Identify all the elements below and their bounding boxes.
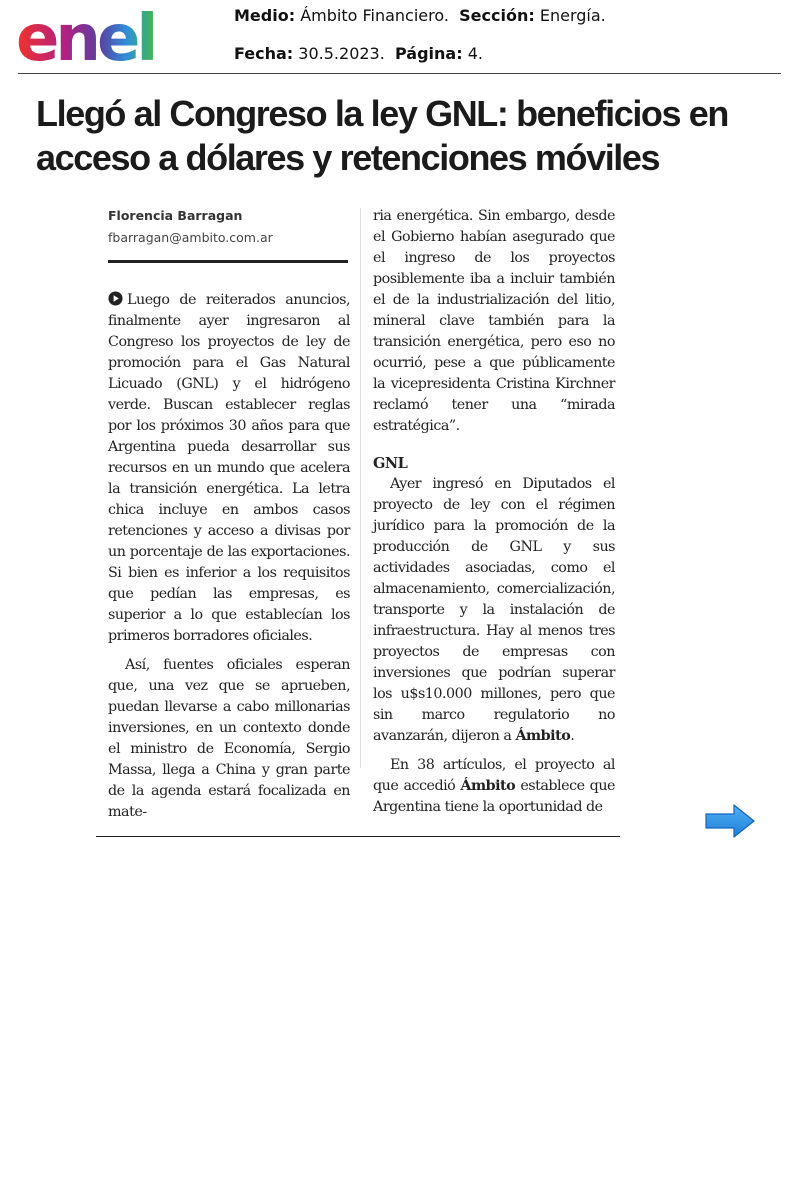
medio-label: Medio: bbox=[234, 6, 296, 25]
logo-text: enel bbox=[16, 4, 155, 70]
period: . bbox=[570, 728, 575, 744]
paragraph-gnl bbox=[373, 474, 615, 747]
paragraph-2: Así, fuentes oficiales esperan que, una vez que se aprueben, puedan llevarse a cabo millonarias inversiones, en un contexto donde el ministro de Economía, Sergio Massa, llega a China y gran parte de la agenda estará focalizada en mate- bbox=[108, 657, 350, 820]
byline-divider bbox=[108, 260, 348, 263]
enel-logo bbox=[16, 4, 181, 70]
paragraph-articles-start: En 38 artículos, el proyecto al que accedió bbox=[373, 757, 615, 794]
paragraph-continued: ria energética. Sin embargo, desde el Gobierno habían asegurado que el ingreso de los proyectos posiblemente iba a incluir también el de la industrialización del litio, mineral clave también para la transición energética, pero eso no ocurrió, pese a que públicamente la vicepresidenta Cristina Kirchner reclamó tener una “mirada estratégica”. bbox=[373, 208, 615, 434]
article-headline: Llegó al Congreso la ley GNL: beneficios en acceso a dólares y retenciones móviles bbox=[36, 93, 728, 178]
fecha-label: Fecha: bbox=[234, 44, 294, 63]
section-subhead: GNL bbox=[373, 455, 408, 472]
brand-mention: Ámbito bbox=[460, 778, 516, 794]
paragraph-gnl-text: Ayer ingresó en Diputados el proyecto de ley con el régimen jurídico para la promoción de la producción de GNL y sus actividades asociadas, como el almacenamiento, comercialización, transporte y la instalación de infraestructura. Hay al menos tres proyectos de empresas con inversiones que podrían superar los u$s10.000 millones, pero que sin marco regulatorio no avanzarán, dijeron a bbox=[373, 476, 615, 744]
article-bottom-rule bbox=[96, 836, 620, 837]
seccion-value: Energía. bbox=[539, 6, 606, 25]
source-line bbox=[234, 6, 606, 25]
play-icon bbox=[108, 291, 123, 306]
paragraph-articles-end: establece que Argentina tiene la oportunidad de bbox=[373, 778, 615, 815]
header-divider bbox=[18, 73, 781, 74]
paragraph-articles bbox=[373, 755, 615, 818]
paragraph-lead bbox=[108, 290, 350, 647]
date-line bbox=[234, 44, 483, 63]
pagina-value: 4. bbox=[467, 44, 483, 63]
brand-mention: Ámbito bbox=[515, 728, 571, 744]
seccion-label: Sección: bbox=[459, 6, 535, 25]
medio-value: Ámbito Financiero. bbox=[300, 6, 449, 25]
article-column-2 bbox=[373, 206, 615, 818]
author-email: fbarragan@ambito.com.ar bbox=[108, 230, 273, 245]
paragraph-lead-text: Luego de reiterados anuncios, finalmente ayer ingresaron al Congreso los proyectos de ley de promoción para el Gas Natural Licuado (GNL) y el hidrógeno verde. Buscan establecer reglas por los próximos 30 años para que Argentina pueda desarrollar sus recursos en un mundo que acelera la transición energética. La letra chica incluye en ambos casos retenciones y acceso a divisas por un porcentaje de las exportaciones. Si bien es inferior a los requisitos que pedían las empresas, es superior a lo que establecían los primeros borradores oficiales. bbox=[108, 292, 350, 644]
next-arrow-icon[interactable] bbox=[704, 803, 756, 839]
author-name: Florencia Barragan bbox=[108, 208, 243, 223]
fecha-value: 30.5.2023. bbox=[298, 44, 385, 63]
column-divider bbox=[360, 208, 361, 768]
article-column-1 bbox=[108, 290, 350, 823]
pagina-label: Página: bbox=[394, 44, 463, 63]
